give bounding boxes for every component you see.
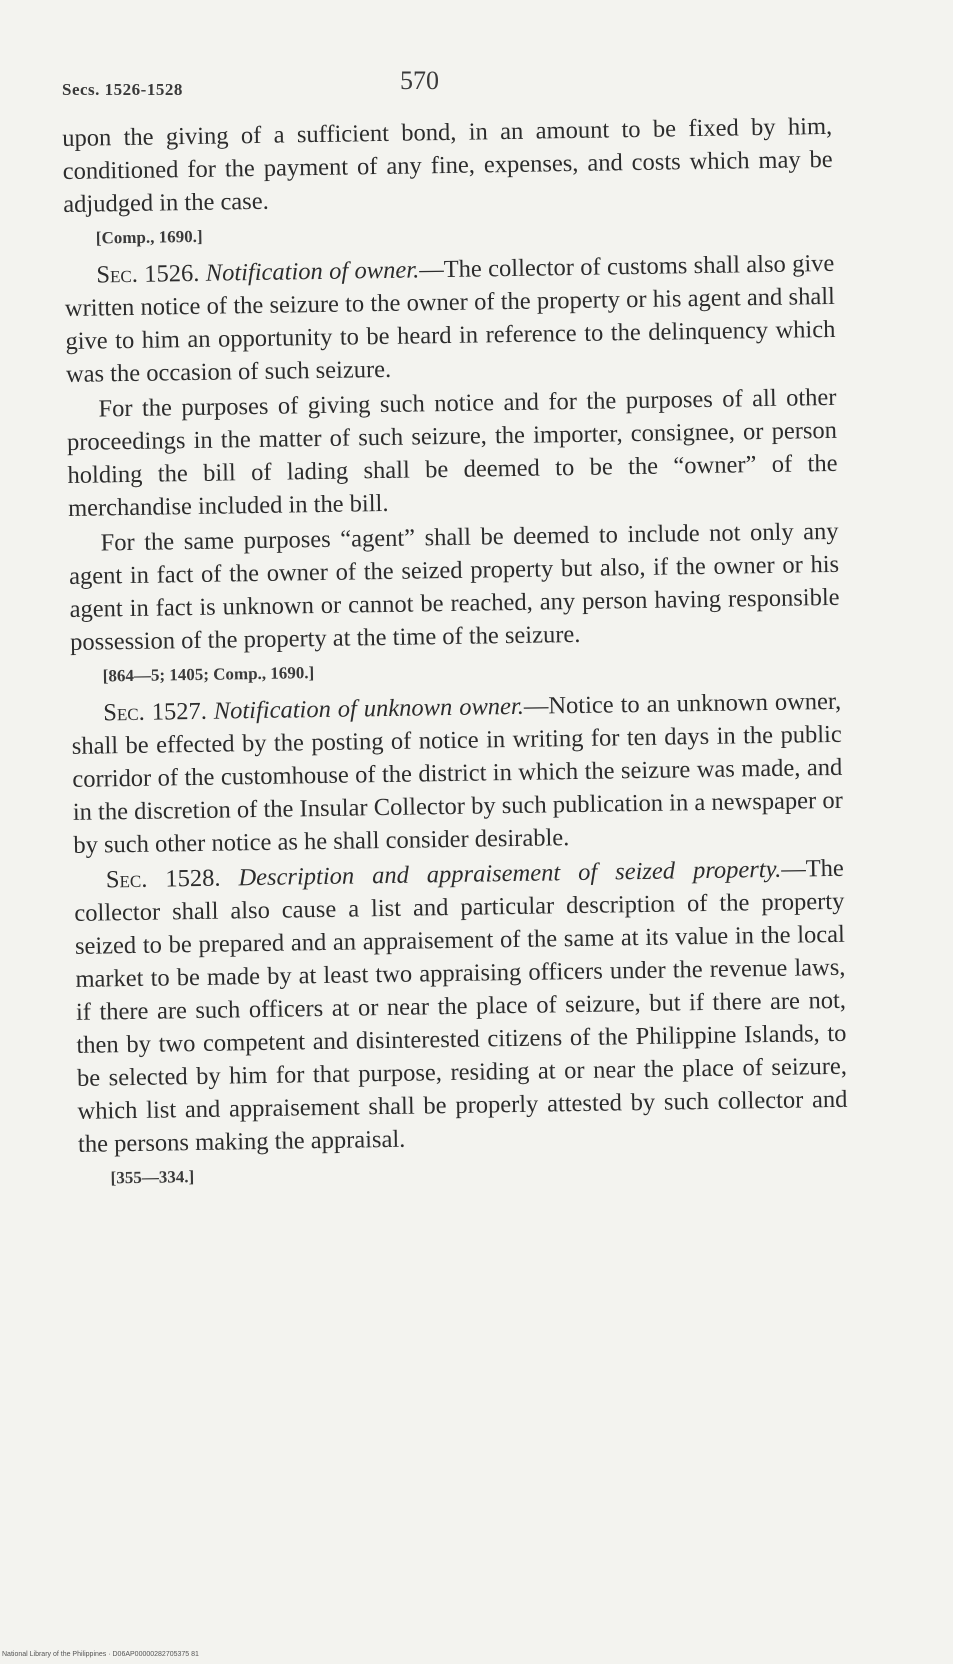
citation: [Comp., 1690.]	[95, 226, 203, 248]
section-1528	[74, 852, 849, 1161]
page-number: 570	[400, 66, 439, 95]
section-title: Notification of owner.	[205, 256, 420, 287]
section-title: Description and appraisement of seized property.	[238, 855, 782, 892]
section-text: —The collector of customs shall also give written notice of the seizure to the owner of the property or his agent and shall give to him an opportunity to be heard in reference to the delinquency which was the occasion of such seizure.	[64, 249, 836, 388]
section-label: Sec. 1528.	[105, 864, 221, 894]
library-footer: National Library of the Philippines · D06AP00000282705375 81	[2, 1651, 199, 1658]
section-text: —Notice to an unknown owner, shall be effected by the posting of notice in writing for ten days in the public corridor of the customhouse of the district in which the seizure was made, and in the discretion of the Insular Collector by such publication in a newspaper or by such other notice as he shall consider desirable.	[71, 687, 843, 859]
paragraph-continuation: upon the giving of a sufficient bond, in an amount to be fixed by him, conditioned for the payment of any fine, expenses, and costs which may be adjudged in the case.	[62, 112, 833, 218]
section-1526	[64, 247, 836, 391]
paragraph: For the purposes of giving such notice and for the purposes of all other proceedings in the matter of such seizure, the importer, consignee, or person holding the bill of lading shall be deemed to be the “owner” of the merchandise included in the bill.	[66, 383, 838, 522]
section-label: Sec. 1526.	[96, 259, 200, 289]
document-body	[62, 110, 849, 1199]
section-title: Notification of unknown owner.	[213, 692, 525, 725]
section-label: Sec. 1527.	[103, 697, 208, 727]
citation: [864—5; 1405; Comp., 1690.]	[102, 663, 315, 686]
section-1527	[71, 685, 843, 862]
running-head: Secs. 1526-1528	[62, 80, 183, 99]
citation: [355—334.]	[110, 1167, 195, 1188]
section-text: —The collector shall also cause a list and particular description of the property seized to be prepared and an appraisement of the same at its value in the local market to be made by at least two appraising officers under the revenue laws, if there are such officers at or near the place of seizure, but if there are not, then by two competent and disinterested citizens of the Philippine Islands, to be selected by him for that purpose, residing at or near the place of seizure, which list and appraisement shall be properly attested by such collector and the persons making the appraisal.	[74, 854, 848, 1158]
paragraph: For the same purposes “agent” shall be deemed to include not only any agent in fact of the owner of the seized property but also, if the owner or his agent in fact is unknown or cannot be reached, any person having responsible possession of the property at the time of the seizure.	[68, 517, 840, 656]
